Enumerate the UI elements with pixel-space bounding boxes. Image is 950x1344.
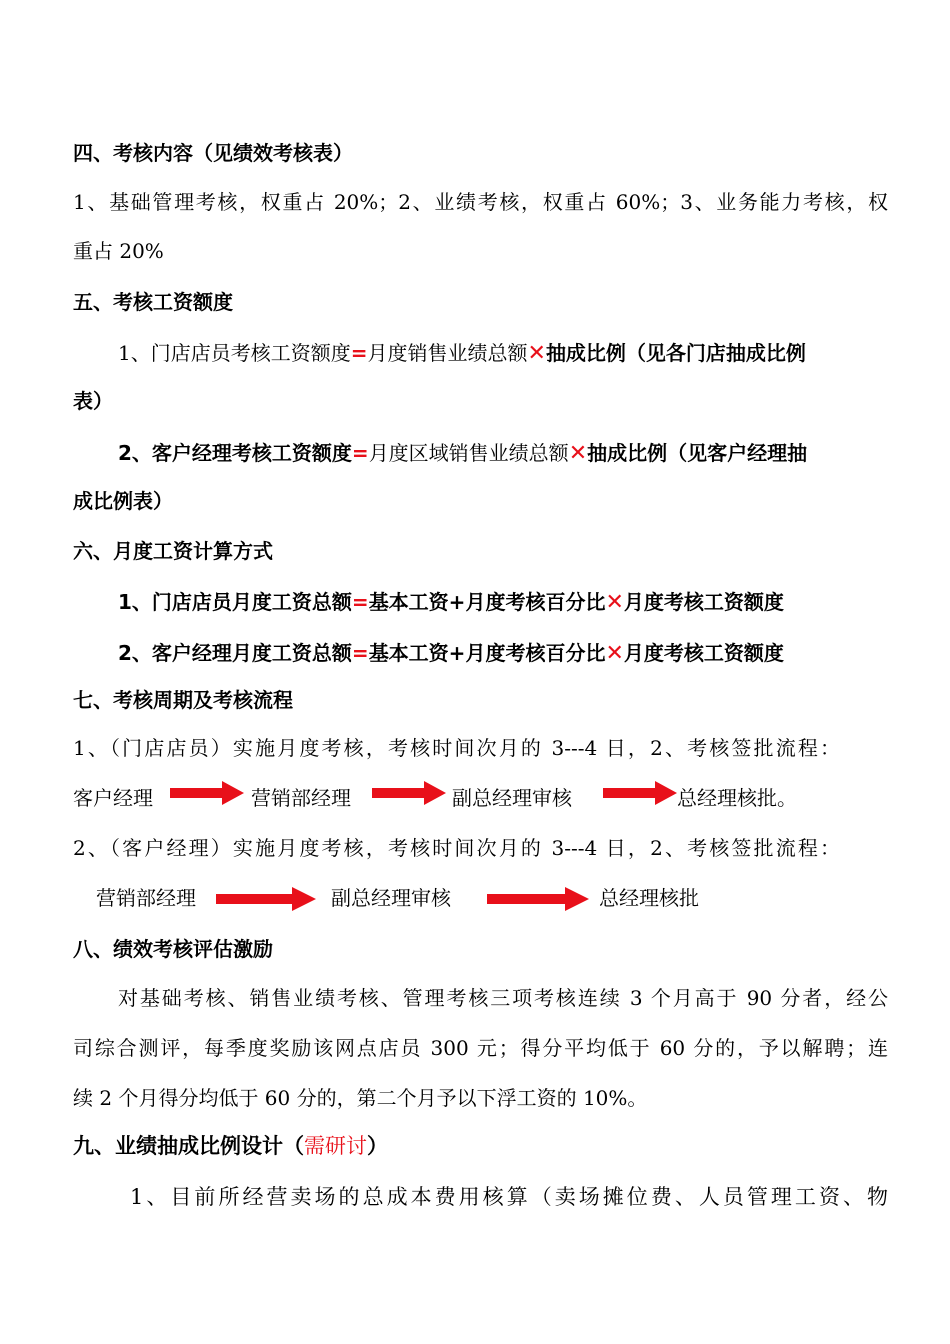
item-1-formula-term: 月度销售业绩总额 bbox=[367, 341, 528, 365]
section-6-heading: 六、月度工资计算方式 bbox=[73, 539, 273, 563]
times-sign: ✕ bbox=[605, 590, 624, 615]
section-9-heading-text: 九、业绩抽成比例设计（ bbox=[73, 1134, 304, 1158]
section-8-paragraph-line-2: 司综合测评，每季度奖励该网点店员 300 元；得分平均低于 60 分的，予以解聘；连 bbox=[73, 1036, 888, 1060]
flow-1-step-marketing-manager: 营销部经理 bbox=[251, 786, 351, 810]
flow-arrow-icon bbox=[216, 887, 316, 911]
section-8-paragraph-line-1: 对基础考核、销售业绩考核、管理考核三项考核连续 3 个月高于 90 分者，经公 bbox=[118, 986, 888, 1010]
flow-arrow-icon bbox=[487, 887, 589, 911]
section-4-paragraph-line-2: 重占 20% bbox=[73, 239, 164, 263]
section-6-item-2 bbox=[118, 640, 784, 667]
section-7-paragraph-1: 1、（门店店员）实施月度考核，考核时间次月的 3---4 日，2、考核签批流程： bbox=[73, 736, 840, 760]
item-1-formula-ratio: 抽成比例（见各门店抽成比例 bbox=[545, 341, 806, 365]
section-9-heading-close: ） bbox=[367, 1134, 388, 1158]
item-2-formula-ratio: 抽成比例（见客户经理抽 bbox=[587, 441, 808, 465]
flow-2-step-deputy-review: 副总经理审核 bbox=[331, 886, 451, 910]
item-1-formula-result: 月度考核工资额度 bbox=[623, 590, 784, 614]
equals-sign: = bbox=[350, 341, 368, 365]
flow-arrow-icon bbox=[603, 781, 677, 805]
times-sign: ✕ bbox=[605, 641, 624, 666]
section-5-item-1 bbox=[118, 340, 888, 367]
times-sign: ✕ bbox=[527, 341, 546, 366]
item-2-label: 2、客户经理考核工资额度 bbox=[118, 441, 352, 465]
item-2-formula-result: 月度考核工资额度 bbox=[623, 641, 784, 665]
item-1-formula-term: 基本工资+月度考核百分比 bbox=[368, 590, 606, 614]
equals-sign: = bbox=[351, 441, 369, 465]
flow-1-step-deputy-review: 副总经理审核 bbox=[452, 786, 572, 810]
section-5-item-1-continued: 表） bbox=[73, 389, 113, 413]
item-1-label: 1、门店店员月度工资总额 bbox=[118, 590, 352, 614]
equals-sign: = bbox=[351, 641, 369, 665]
section-7-heading: 七、考核周期及考核流程 bbox=[73, 688, 293, 712]
item-2-label: 2、客户经理月度工资总额 bbox=[118, 641, 352, 665]
item-2-formula-term: 月度区域销售业绩总额 bbox=[368, 441, 569, 465]
flow-1-step-customer-manager: 客户经理 bbox=[73, 786, 153, 810]
item-1-label: 1、门店店员考核工资额度 bbox=[118, 341, 351, 365]
section-6-item-1 bbox=[118, 589, 784, 616]
flow-2-step-marketing-manager: 营销部经理 bbox=[96, 886, 196, 910]
flow-arrow-icon bbox=[372, 781, 446, 805]
section-5-item-2-continued: 成比例表） bbox=[73, 489, 173, 513]
section-5-item-2 bbox=[118, 440, 807, 467]
section-4-paragraph-line-1: 1、基础管理考核，权重占 20%；2、业绩考核，权重占 60%；3、业务能力考核，权 bbox=[73, 190, 888, 214]
section-4-heading: 四、考核内容（见绩效考核表） bbox=[73, 141, 353, 165]
flow-1-step-gm-approval: 总经理核批。 bbox=[677, 786, 797, 810]
section-9-heading bbox=[73, 1133, 388, 1159]
section-5-heading: 五、考核工资额度 bbox=[73, 290, 233, 314]
equals-sign: = bbox=[351, 590, 369, 614]
section-7-paragraph-2: 2、（客户经理）实施月度考核，考核时间次月的 3---4 日，2、考核签批流程： bbox=[73, 836, 840, 860]
section-8-paragraph-line-3: 续 2 个月得分均低于 60 分的，第二个月予以下浮工资的 10%。 bbox=[73, 1086, 648, 1110]
times-sign: ✕ bbox=[568, 441, 588, 466]
item-2-formula-term: 基本工资+月度考核百分比 bbox=[368, 641, 606, 665]
flow-2-step-gm-approval: 总经理核批 bbox=[599, 886, 699, 910]
discussion-note: 需研讨 bbox=[304, 1134, 367, 1158]
section-9-item-1: 1、目前所经营卖场的总成本费用核算（卖场摊位费、人员管理工资、物 bbox=[130, 1185, 888, 1209]
section-8-heading: 八、绩效考核评估激励 bbox=[73, 937, 273, 961]
flow-arrow-icon bbox=[170, 781, 244, 805]
